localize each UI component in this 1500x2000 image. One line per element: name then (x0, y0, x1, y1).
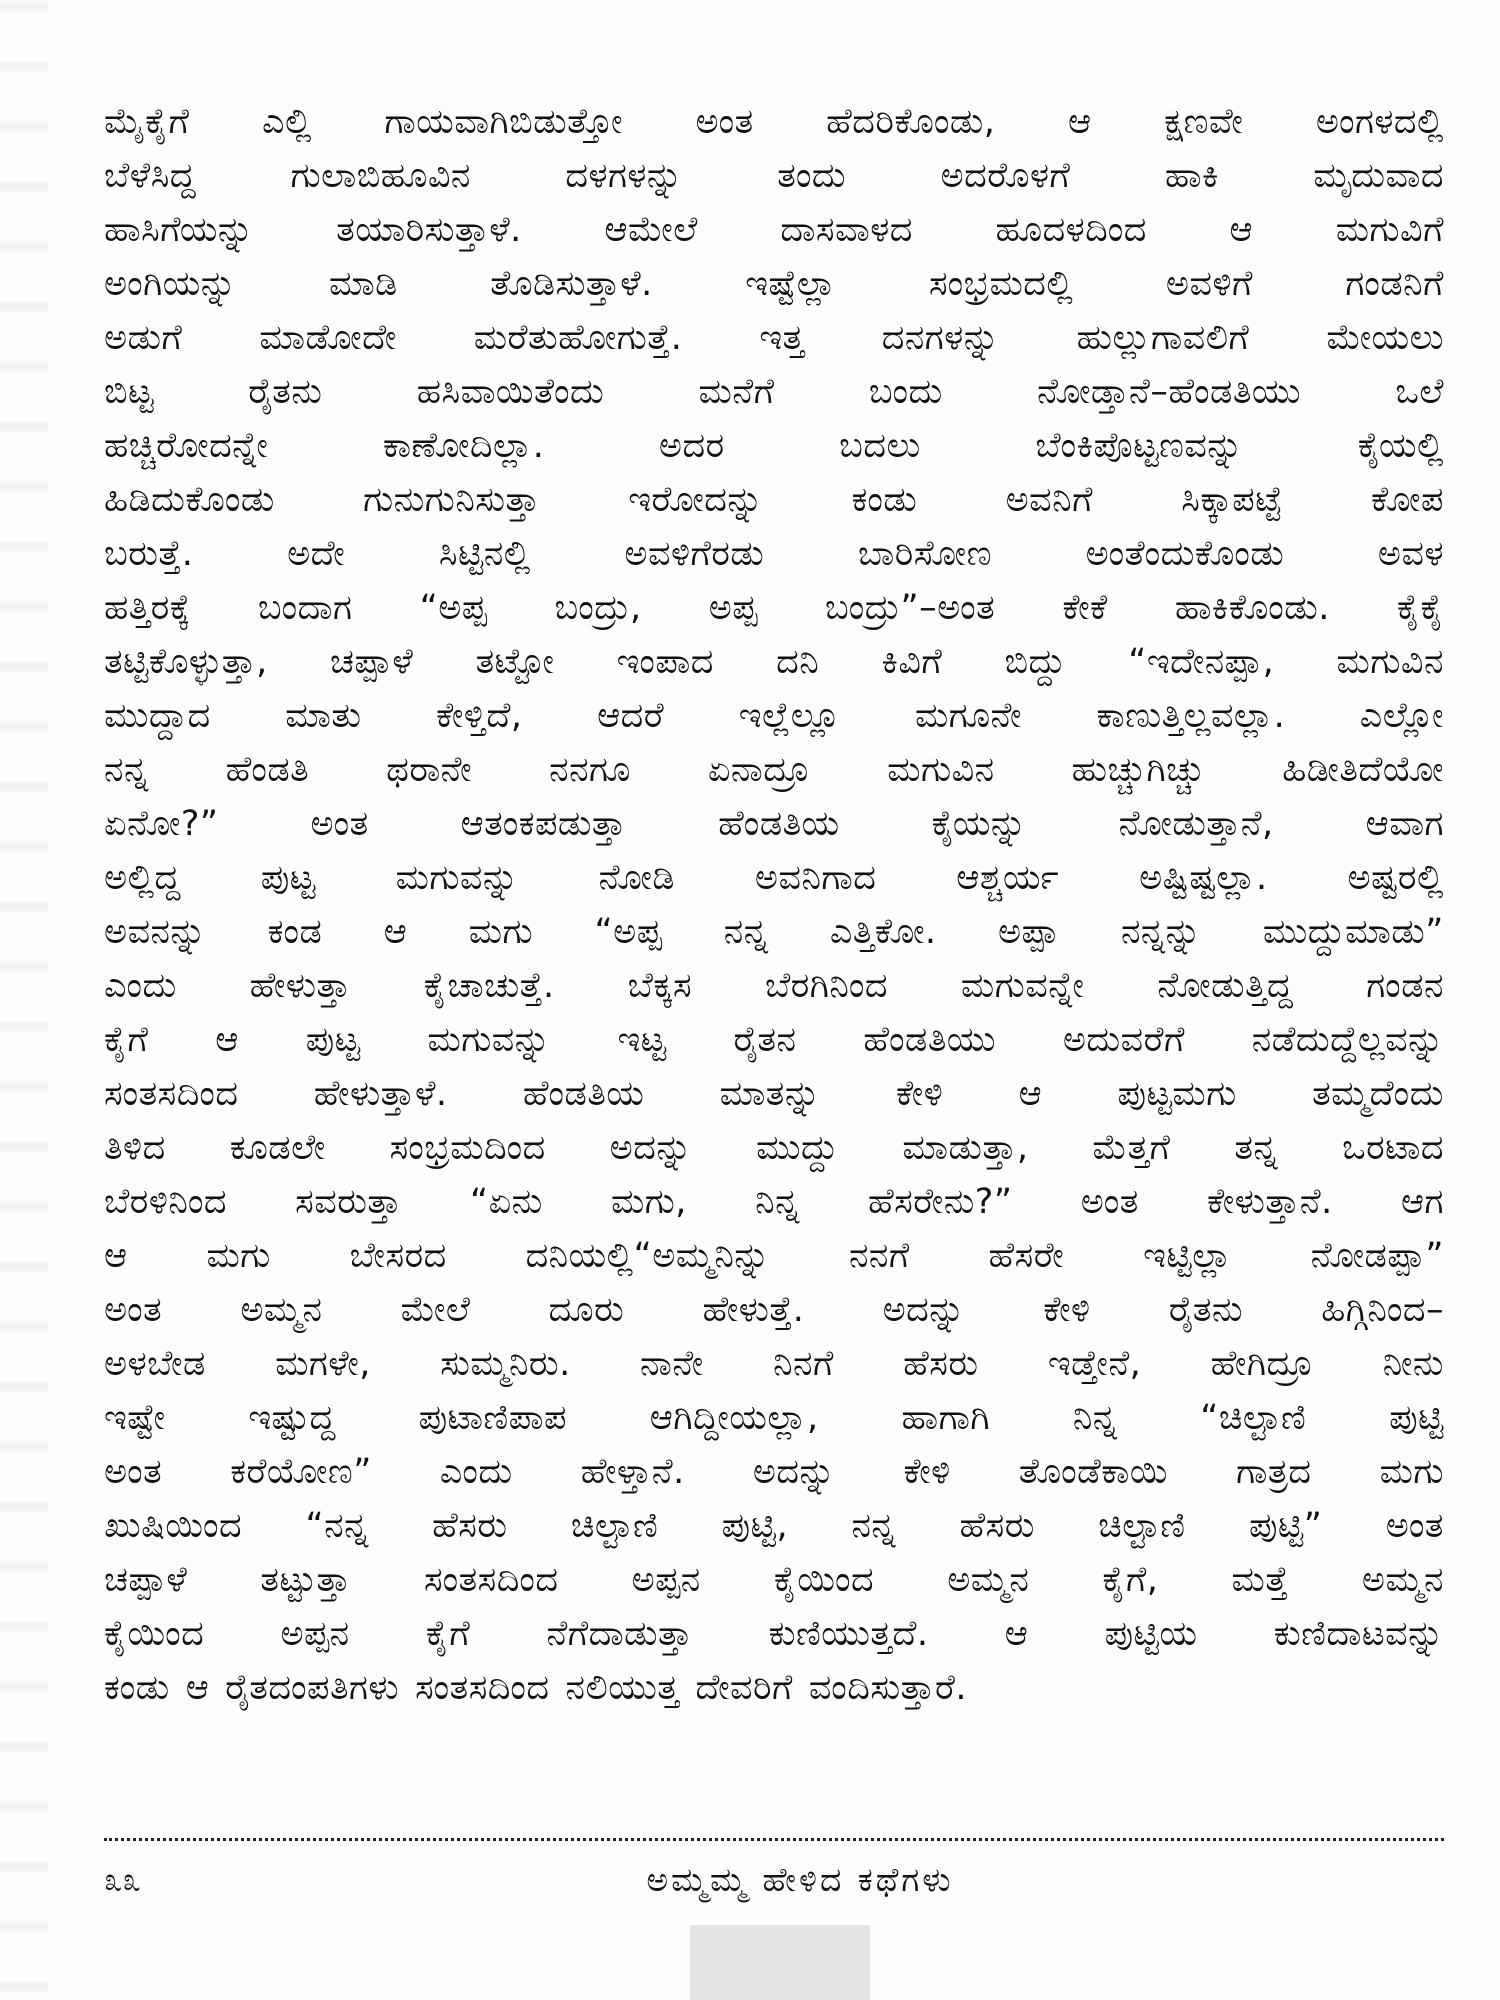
text-line: ಬೆಳೆಸಿದ್ದ ಗುಲಾಬಿಹೂವಿನ ದಳಗಳನ್ನು ತಂದು ಅದರೊಳಗೆ ಹಾಕಿ ಮೃದುವಾದ (104, 156, 1444, 196)
text-line: ಚಪ್ಪಾಳೆ ತಟ್ಟುತ್ತಾ ಸಂತಸದಿಂದ ಅಪ್ಪನ ಕೈಯಿಂದ ಅಮ್ಮನ ಕೈಗೆ, ಮತ್ತೆ ಅಮ್ಮನ (104, 1560, 1444, 1600)
text-line: ನನ್ನ ಹೆಂಡತಿ ಥರಾನೇ ನನಗೂ ಏನಾದ್ರೂ ಮಗುವಿನ ಹುಚ್ಚುಗಿಚ್ಚು ಹಿಡೀತಿದೆಯೋ (104, 750, 1444, 790)
text-line: ಬರುತ್ತೆ. ಅದೇ ಸಿಟ್ಟಿನಲ್ಲಿ ಅವಳಿಗೆರಡು ಬಾರಿಸೋಣ ಅಂತೆಂದುಕೊಂಡು ಅವಳ (104, 534, 1444, 574)
text-line: ಬಿಟ್ಟ ರೈತನು ಹಸಿವಾಯಿತೆಂದು ಮನೆಗೆ ಬಂದು ನೋಡ್ತಾನೆ–ಹೆಂಡತಿಯು ಒಲೆ (104, 372, 1444, 412)
text-line: ಅಂತ ಅಮ್ಮನ ಮೇಲೆ ದೂರು ಹೇಳುತ್ತೆ. ಅದನ್ನು ಕೇಳಿ ರೈತನು ಹಿಗ್ಗಿನಿಂದ– (104, 1290, 1444, 1330)
scan-gray-patch (690, 1925, 870, 2000)
text-line: ಆ ಮಗು ಬೇಸರದ ದನಿಯಲ್ಲಿ“ಅಮ್ಮನಿನ್ನು ನನಗೆ ಹೆಸರೇ ಇಟ್ಟಿಲ್ಲಾ ನೋಡಪ್ಪಾ” (104, 1236, 1444, 1276)
text-line: ಎಂದು ಹೇಳುತ್ತಾ ಕೈಚಾಚುತ್ತೆ. ಬೆಕ್ಕಸ ಬೆರಗಿನಿಂದ ಮಗುವನ್ನೇ ನೋಡುತ್ತಿದ್ದ ಗಂಡನ (104, 966, 1444, 1006)
text-line: ಮೈಕೈಗೆ ಎಲ್ಲಿ ಗಾಯವಾಗಿಬಿಡುತ್ತೋ ಅಂತ ಹೆದರಿಕೊಂಡು, ಆ ಕ್ಷಣವೇ ಅಂಗಳದಲ್ಲಿ (104, 102, 1444, 142)
text-line: ಕೈಗೆ ಆ ಪುಟ್ಟ ಮಗುವನ್ನು ಇಟ್ಟ ರೈತನ ಹೆಂಡತಿಯು ಅದುವರೆಗೆ ನಡೆದುದ್ದೆಲ್ಲವನ್ನು (104, 1020, 1444, 1060)
page-number: ೩೩ (104, 1860, 141, 1899)
story-paragraph (104, 95, 1444, 1715)
text-line: ಅಡುಗೆ ಮಾಡೋದೇ ಮರೆತುಹೋಗುತ್ತೆ. ಇತ್ತ ದನಗಳನ್ನು ಹುಲ್ಲುಗಾವಲಿಗೆ ಮೇಯಲು (104, 318, 1444, 358)
text-line: ತಿಳಿದ ಕೂಡಲೇ ಸಂಭ್ರಮದಿಂದ ಅದನ್ನು ಮುದ್ದು ಮಾಡುತ್ತಾ, ಮೆತ್ತಗೆ ತನ್ನ ಒರಟಾದ (104, 1128, 1444, 1168)
scan-bleed-through (0, 0, 48, 2000)
book-title-footer: ಅಮ್ಮಮ್ಮ ಹೇಳಿದ ಕಥೆಗಳು (646, 1860, 954, 1899)
text-line: ಅಲ್ಲಿದ್ದ ಪುಟ್ಟ ಮಗುವನ್ನು ನೋಡಿ ಅವನಿಗಾದ ಆಶ್ಚರ್ಯ ಅಷ್ಟಿಷ್ಟಲ್ಲಾ. ಅಷ್ಟರಲ್ಲಿ (104, 858, 1444, 898)
text-line: ಏನೋ?” ಅಂತ ಆತಂಕಪಡುತ್ತಾ ಹೆಂಡತಿಯ ಕೈಯನ್ನು ನೋಡುತ್ತಾನೆ, ಆವಾಗ (104, 804, 1444, 844)
text-line: ಕೈಯಿಂದ ಅಪ್ಪನ ಕೈಗೆ ನೆಗೆದಾಡುತ್ತಾ ಕುಣಿಯುತ್ತದೆ. ಆ ಪುಟ್ಟಿಯ ಕುಣಿದಾಟವನ್ನು (104, 1614, 1444, 1654)
text-line: ಖುಷಿಯಿಂದ “ನನ್ನ ಹೆಸರು ಚಿಲ್ಟಾಣಿ ಪುಟ್ಟಿ, ನನ್ನ ಹೆಸರು ಚಿಲ್ಟಾಣಿ ಪುಟ್ಟಿ” ಅಂತ (104, 1506, 1444, 1546)
footer-divider (104, 1838, 1444, 1841)
text-line: ಹಚ್ಚಿರೋದನ್ನೇ ಕಾಣೋದಿಲ್ಲಾ. ಅದರ ಬದಲು ಬೆಂಕಿಪೊಟ್ಟಣವನ್ನು ಕೈಯಲ್ಲಿ (104, 426, 1444, 466)
text-line: ಅಳಬೇಡ ಮಗಳೇ, ಸುಮ್ಮನಿರು. ನಾನೇ ನಿನಗೆ ಹೆಸರು ಇಡ್ತೇನೆ, ಹೇಗಿದ್ರೂ ನೀನು (104, 1344, 1444, 1384)
text-line: ಅಂತ ಕರೆಯೋಣ” ಎಂದು ಹೇಳ್ತಾನೆ. ಅದನ್ನು ಕೇಳಿ ತೊಂಡೆಕಾಯಿ ಗಾತ್ರದ ಮಗು (104, 1452, 1444, 1492)
text-line: ಸಂತಸದಿಂದ ಹೇಳುತ್ತಾಳೆ. ಹೆಂಡತಿಯ ಮಾತನ್ನು ಕೇಳಿ ಆ ಪುಟ್ಟಮಗು ತಮ್ಮದೆಂದು (104, 1074, 1444, 1114)
text-line: ಅವನನ್ನು ಕಂಡ ಆ ಮಗು “ಅಪ್ಪ ನನ್ನ ಎತ್ತಿಕೋ. ಅಪ್ಪಾ ನನ್ನನ್ನು ಮುದ್ದುಮಾಡು” (104, 912, 1444, 952)
text-line: ಕಂಡು ಆ ರೈತದಂಪತಿಗಳು ಸಂತಸದಿಂದ ನಲಿಯುತ್ತ ದೇವರಿಗೆ ವಂದಿಸುತ್ತಾರೆ. (104, 1668, 968, 1708)
text-line: ಹತ್ತಿರಕ್ಕೆ ಬಂದಾಗ “ಅಪ್ಪ ಬಂದ್ರು, ಅಪ್ಪ ಬಂದ್ರು”–ಅಂತ ಕೇಕೆ ಹಾಕಿಕೊಂಡು. ಕೈಕೈ (104, 588, 1444, 628)
text-line: ಬೆರಳಿನಿಂದ ಸವರುತ್ತಾ “ಏನು ಮಗು, ನಿನ್ನ ಹೆಸರೇನು?” ಅಂತ ಕೇಳುತ್ತಾನೆ. ಆಗ (104, 1182, 1444, 1222)
text-line: ಇಷ್ಟೇ ಇಷ್ಟುದ್ದ ಪುಟಾಣಿಪಾಪ ಆಗಿದ್ದೀಯಲ್ಲಾ, ಹಾಗಾಗಿ ನಿನ್ನ “ಚಿಲ್ಟಾಣಿ ಪುಟ್ಟಿ (104, 1398, 1444, 1438)
text-line: ಹಾಸಿಗೆಯನ್ನು ತಯಾರಿಸುತ್ತಾಳೆ. ಆಮೇಲೆ ದಾಸವಾಳದ ಹೂದಳದಿಂದ ಆ ಮಗುವಿಗೆ (104, 210, 1444, 250)
text-line: ಅಂಗಿಯನ್ನು ಮಾಡಿ ತೊಡಿಸುತ್ತಾಳೆ. ಇಷ್ಟೆಲ್ಲಾ ಸಂಭ್ರಮದಲ್ಲಿ ಅವಳಿಗೆ ಗಂಡನಿಗೆ (104, 264, 1444, 304)
text-line: ತಟ್ಟಿಕೊಳ್ಳುತ್ತಾ, ಚಪ್ಪಾಳೆ ತಟ್ಟೋ ಇಂಪಾದ ದನಿ ಕಿವಿಗೆ ಬಿದ್ದು “ಇದೇನಪ್ಪಾ, ಮಗುವಿನ (104, 642, 1444, 682)
text-line: ಮುದ್ದಾದ ಮಾತು ಕೇಳ್ತಿದೆ, ಆದರೆ ಇಲ್ಲೆಲ್ಲೂ ಮಗೂನೇ ಕಾಣುತ್ತಿಲ್ಲವಲ್ಲಾ. ಎಲ್ಲೋ (104, 696, 1444, 736)
text-line: ಹಿಡಿದುಕೊಂಡು ಗುನುಗುನಿಸುತ್ತಾ ಇರೋದನ್ನು ಕಂಡು ಅವನಿಗೆ ಸಿಕ್ಕಾಪಟ್ಟೆ ಕೋಪ (104, 480, 1444, 520)
